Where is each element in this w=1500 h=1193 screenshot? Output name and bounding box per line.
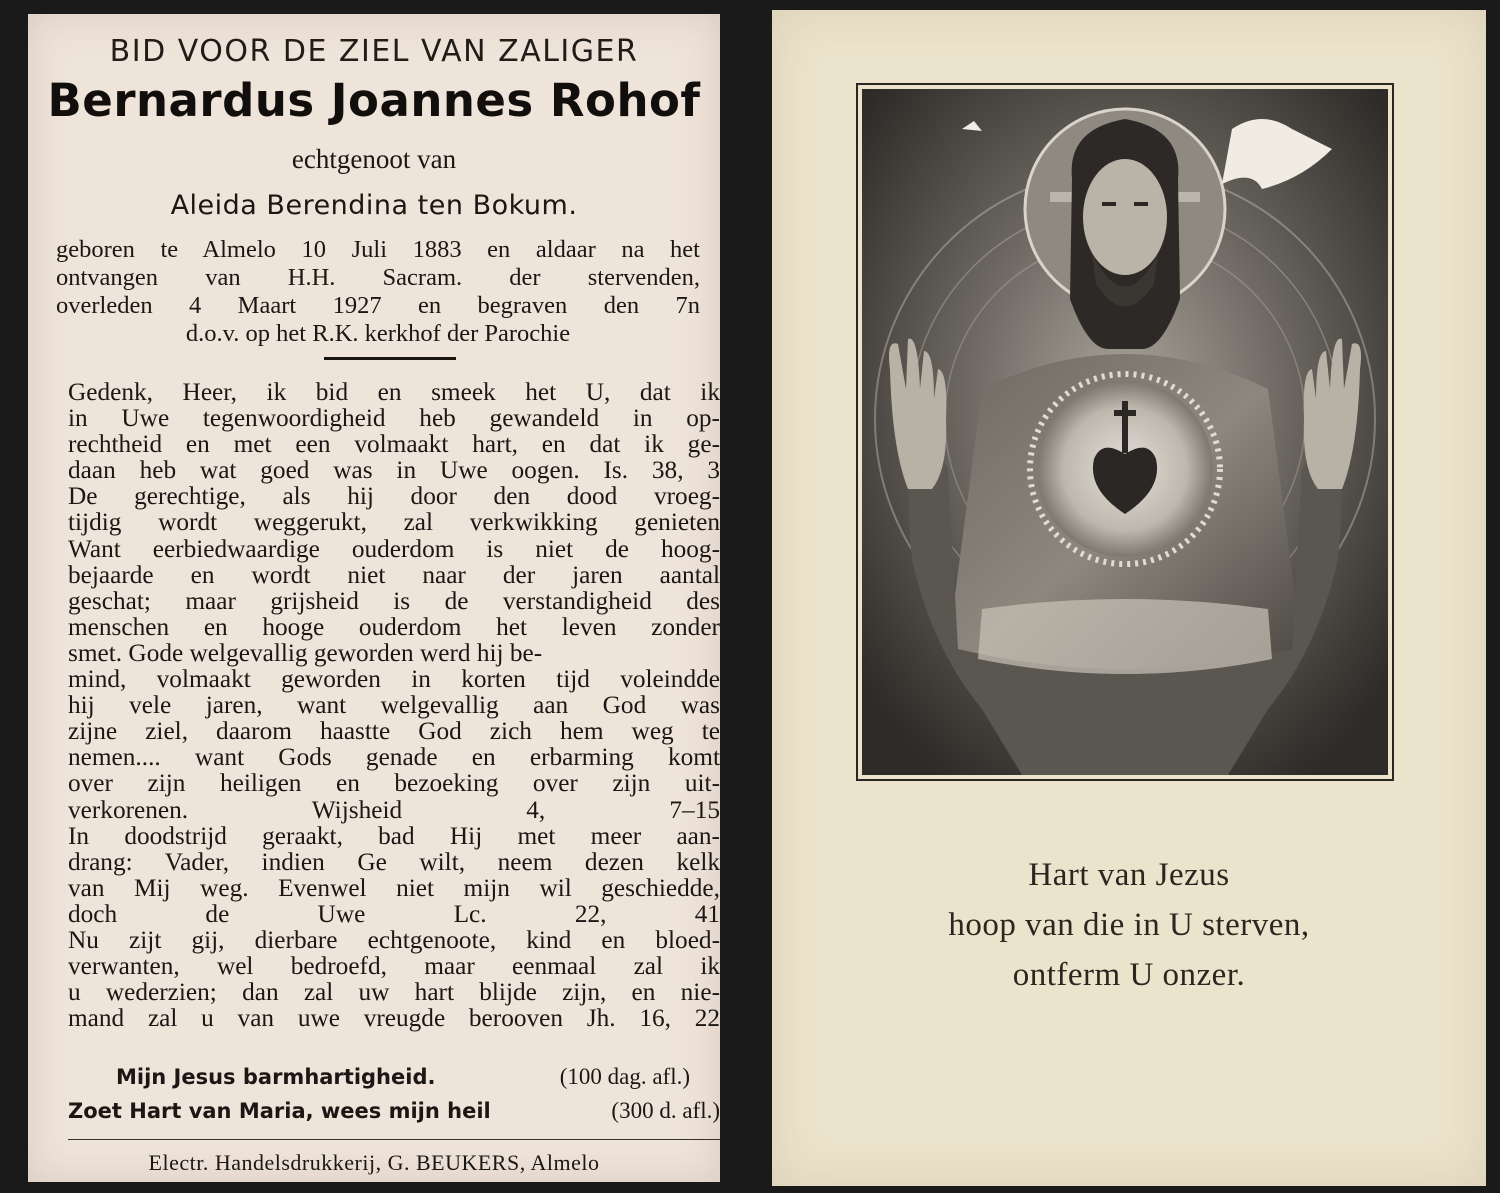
text-line: daan heb wat goed was in Uwe oogen. Is. 38, 3 [68,456,720,485]
printer-credit: Electr. Handelsdrukkerij, G. BEUKERS, Almelo [148,1150,600,1175]
text-line: bejaarde en wordt niet naar der jaren aantal [68,560,720,589]
card-header: BID VOOR DE ZIEL VAN ZALIGER [109,34,639,69]
text-line: In doodstrijd geraakt, bad Hij met meer aan- [68,821,720,850]
prayer-indulgence: (100 dag. afl.) [559,1064,690,1089]
text-line: menschen en hooge ouderdom het leven zonder [68,612,720,641]
text-line: drang: Vader, indien Ge wilt, neem dezen kelk [68,847,720,876]
text-line: verkorenen. Wijsheid 4, 7–15 [68,795,720,824]
scripture-text [68,379,720,1031]
deceased-name: Bernardus Joannes Rohof [47,74,701,127]
text-line: De gerechtige, als hij door den dood vroeg- [68,482,720,511]
sacred-heart-image [856,83,1394,781]
text-line: mind, volmaakt geworden in korten tijd voleindde [68,665,720,694]
sacred-heart-of-jesus-image [862,89,1388,775]
text-line: doch de Uwe Lc. 22, 41 [68,899,720,928]
birth-line: d.o.v. op het R.K. kerkhof der Parochie [185,320,571,347]
indulgence-prayers [68,1060,720,1128]
text-line: mand zal u van uwe vreugde berooven Jh. 16, 22 [68,1004,720,1033]
text-line: verwanten, wel bedroefd, maar eenmaal zal ik [68,952,720,981]
birth-line: geboren te Almelo 10 Juli 1883 en aldaar na het [56,236,700,263]
spouse-name: Aleida Berendina ten Bokum. [170,190,578,221]
footer-rule [68,1139,720,1140]
prayer-row [68,1094,720,1128]
text-line: tijdig wordt weggerukt, zal verkwikking genieten [68,508,720,537]
text-line: hij vele jaren, want welgevallig aan God was [68,691,720,720]
text-line: rechtheid en met een volmaakt hart, en dat ik ge- [68,430,720,459]
text-line: Want eerbiedwaardige ouderdom is niet de hoog- [68,534,720,563]
caption-line: ontferm U onzer. [1012,957,1246,993]
caption-line: Hart van Jezus [1028,857,1230,893]
prayer-text: Mijn Jesus barmhartigheid. [116,1065,436,1089]
text-line: u wederzien; dan zal uw hart blijde zijn, en nie- [68,978,720,1007]
text-line: over zijn heiligen en bezoeking over zijn uit- [68,769,720,798]
text-line: van Mij weg. Evenwel niet mijn wil geschiedde, [68,873,720,902]
text-line: zijne ziel, daarom haastte God zich hem weg te [68,717,720,746]
text-line: nemen.... want Gods genade en erbarming komt [68,743,720,772]
prayer-caption [772,850,1486,1000]
prayer-row [68,1060,720,1094]
text-line: Gedenk, Heer, ik bid en smeek het U, dat ik [68,378,720,406]
text-line: geschat; maar grijsheid is de verstandigheid des [68,586,720,615]
birth-line: overleden 4 Maart 1927 en begraven den 7n [56,292,700,319]
memorial-card-picture-side [772,10,1486,1186]
text-line: smet. Gode welgevallig geworden werd hij be- [68,638,543,667]
caption-line: hoop van die in U sterven, [948,907,1310,943]
birth-death-details [56,236,700,348]
birth-line: ontvangen van H.H. Sacram. der stervenden, [56,264,700,291]
memorial-card-text-side [28,14,720,1182]
spouse-intro: echtgenoot van [291,144,457,174]
prayer-text: Zoet Hart van Maria, wees mijn heil [68,1099,491,1123]
section-divider [324,357,456,360]
prayer-indulgence: (300 d. afl.) [611,1098,720,1123]
text-line: in Uwe tegenwoordigheid heb gewandeld in op- [68,404,720,433]
text-line: Nu zijt gij, dierbare echtgenoote, kind en bloed- [68,925,720,954]
